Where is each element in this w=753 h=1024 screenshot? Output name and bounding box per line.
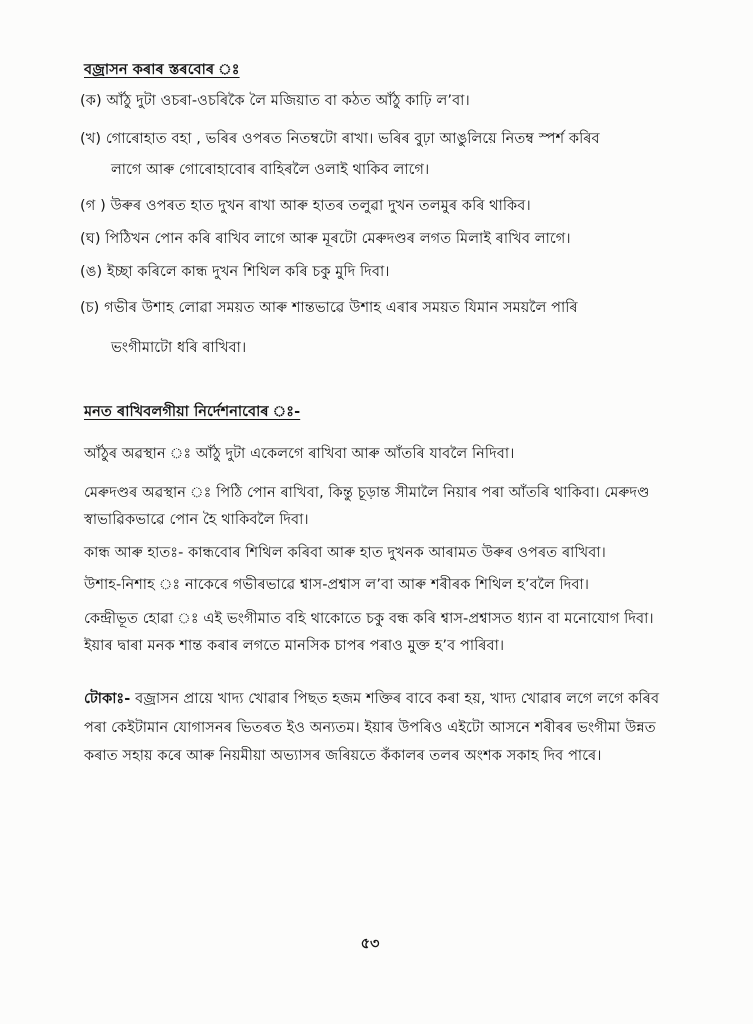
note-line-2: পৰা কেইটামান যোগাসনৰ ভিতৰত ইও অন্যতম। ইয়াৰ উপৰিও এইটো আসনে শৰীৰৰ ভংগীমা উন্নত <box>84 720 656 736</box>
note-label: টোকাঃ- <box>84 691 131 707</box>
instruction-knee-position: আঁঠুৰ অৱস্থান ঃ আঁঠু দুটা একেলগে ৰাখিবা আৰু আঁতৰি যাবলৈ নিদিবা। <box>84 446 515 462</box>
note-text-1: বজ্ৰাসন প্ৰায়ে খাদ্য খোৱাৰ পিছত হজম শক্তিৰ বাবে কৰা হয়, খাদ্য খোৱাৰ লগে লগে কৰিব <box>135 691 660 707</box>
step-cha: (চ) গভীৰ উশাহ লোৱা সময়ত আৰু শান্তভাৱে উশাহ এৰাৰ সময়ত যিমান সময়লৈ পাৰি <box>80 300 578 316</box>
section-heading-instructions: মনত ৰাখিবলগীয়া নিৰ্দেশনাবোৰ ঃ- <box>84 404 301 420</box>
step-uma: (ঙ) ইচ্ছা কৰিলে কান্ধ দুখন শিথিল কৰি চকু মুদি দিবা। <box>80 264 390 280</box>
instruction-shoulders-hands: কান্ধ আৰু হাতঃ- কান্ধবোৰ শিথিল কৰিবা আৰু হাত দুখনক আৰামত উৰুৰ ওপৰত ৰাখিবা। <box>84 545 606 561</box>
instruction-focus-continued: ইয়াৰ দ্বাৰা মনক শান্ত কৰাৰ লগতে মানসিক চাপৰ পৰাও মুক্ত হ’ব পাৰিবা। <box>84 638 505 654</box>
instruction-focus: কেন্দ্ৰীভূত হোৱা ঃ এই ভংগীমাত বহি থাকোতে চকু বন্ধ কৰি শ্বাস-প্ৰশ্বাসত ধ্যান বা মনোযোগ দিবা। <box>84 611 654 627</box>
step-kha-continued: লাগে আৰু গোৰোহাবোৰ বাহিৰলৈ ওলাই থাকিব লাগে। <box>111 162 430 178</box>
instruction-spine-position: মেৰুদণ্ডৰ অৱস্থান ঃ পিঠি পোন ৰাখিবা, কিন্তু চূড়ান্ত সীমালৈ নিয়াৰ পৰা আঁতৰি থাকিবা। মেৰুদণ্ড <box>84 485 650 501</box>
section-heading-steps: বজ্ৰাসন কৰাৰ স্তৰবোৰ ঃ <box>84 62 240 78</box>
page-number: ৫৩ <box>360 936 380 952</box>
instruction-spine-position-continued: স্বাভাৱিকভাৱে পোন হৈ থাকিবলৈ দিবা। <box>84 512 309 528</box>
note-line-1 <box>84 689 659 709</box>
step-ka: (ক) আঁঠু দুটা ওচৰা-ওচৰিকৈ লৈ মজিয়াত বা কঠত আঁঠু কাঢ়ি ল’বা। <box>80 93 470 109</box>
step-gha: (ঘ) পিঠিখন পোন কৰি ৰাখিব লাগে আৰু মূৰটো মেৰুদণ্ডৰ লগত মিলাই ৰাখিব লাগে। <box>80 231 571 247</box>
step-ga: (গ ) উৰুৰ ওপৰত হাত দুখন ৰাখা আৰু হাতৰ তলুৱা দুখন তলমুৰ কৰি থাকিব। <box>80 198 531 214</box>
step-cha-continued: ভংগীমাটো ধৰি ৰাখিবা। <box>111 340 247 356</box>
step-kha: (খ) গোৰোহাত বহা , ভৰিৰ ওপৰত নিতম্বটো ৰাখা। ভৰিৰ বুঢ়া আঙুলিয়ে নিতম্ব স্পৰ্শ কৰিব <box>80 131 600 147</box>
note-line-3: কৰাত সহায় কৰে আৰু নিয়মীয়া অভ্যাসৰ জৰিয়তে কঁকালৰ তলৰ অংশক সকাহ দিব পাৰে। <box>84 748 602 764</box>
instruction-breathing: উশাহ-নিশাহ ঃ নাকেৰে গভীৰভাৱে শ্বাস-প্ৰশ্বাস ল’বা আৰু শৰীৰক শিথিল হ’বলৈ দিবা। <box>84 577 590 593</box>
